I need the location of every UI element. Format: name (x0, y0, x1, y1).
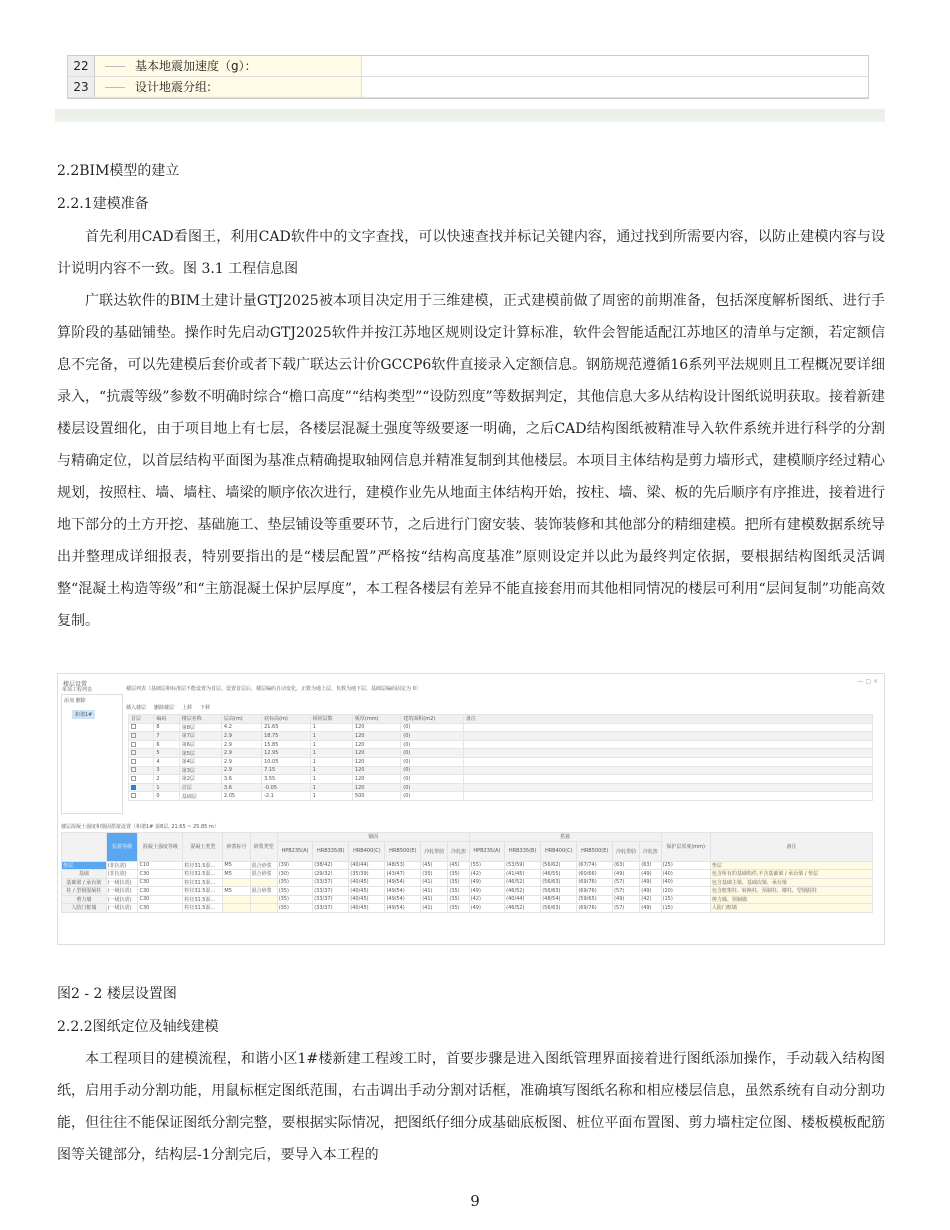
table-cell: 2 (154, 775, 179, 784)
table-cell: (一级抗震) (106, 878, 138, 887)
table-cell: 120 (352, 740, 400, 749)
table-cell: (非抗震) (106, 870, 138, 879)
table-row (62, 870, 873, 879)
table-cell: 混凝土类型 (183, 833, 223, 862)
table-cell (463, 732, 872, 741)
table-cell: HRB400(C) (541, 841, 577, 861)
delete-button[interactable]: 删除 (75, 698, 86, 704)
table-cell: 冷轧带肋 (421, 841, 448, 861)
table-cell: HRB400(C) (349, 841, 385, 861)
table-cell: 柱 / 型钢混凝柱 (62, 887, 107, 896)
figure-caption: 图2 - 2 楼层设置图 (57, 986, 177, 1002)
table-cell: (一级抗震) (106, 895, 138, 904)
table-cell: 2.9 (221, 740, 261, 749)
table-row (129, 749, 873, 758)
insert-floor-button[interactable]: 插入楼层 (126, 705, 147, 711)
table-cell: (35) (277, 904, 313, 913)
table-cell: (46/52) (505, 887, 541, 896)
table-cell: (40) (661, 878, 710, 887)
table-cell: 粒径31.5混... (183, 861, 223, 870)
table-cell: 6 (154, 740, 179, 749)
table-cell: 冷轧扭 (448, 841, 469, 861)
table-cell: (49) (640, 878, 661, 887)
table-cell: C30 (138, 904, 183, 913)
table-cell (463, 749, 872, 758)
first-floor-checkbox[interactable] (131, 742, 136, 747)
table-cell (463, 723, 872, 732)
table-cell: (56/63) (541, 887, 577, 896)
table-cell (129, 749, 154, 758)
table-cell: 基础梁 / 承台梁 (62, 878, 107, 887)
table-cell: (0) (401, 775, 464, 784)
table-cell: (57) (613, 887, 640, 896)
table-cell: (49/54) (385, 887, 421, 896)
table-cell: 120 (352, 775, 400, 784)
table-row (62, 861, 873, 870)
table-cell: (0) (401, 766, 464, 775)
table-cell: (一级抗震) (106, 904, 138, 913)
table-cell (129, 766, 154, 775)
table-cell: 18.75 (262, 732, 311, 741)
table-cell: 第8层 (179, 723, 221, 732)
table-cell: 4.2 (221, 723, 261, 732)
table-cell: (15) (661, 895, 710, 904)
table-cell: (35) (448, 904, 469, 913)
table-cell: 冷轧带肋 (613, 841, 640, 861)
table-cell: 1 (310, 749, 352, 758)
table-cell: (45) (421, 861, 448, 870)
table-cell: (63) (613, 861, 640, 870)
table-cell: 包含所有的基础构件,不含基础梁 / 承台梁 / 垫层 (710, 870, 872, 879)
table-cell: (49/54) (385, 904, 421, 913)
table-cell: 120 (352, 732, 400, 741)
first-floor-checkbox[interactable] (131, 733, 136, 738)
table-cell: (59/65) (577, 895, 613, 904)
table-cell: 楼层名称 (179, 715, 221, 724)
subsection-heading: 2.2.1建模准备 (57, 196, 149, 212)
table-row (129, 783, 873, 792)
table-cell: 2.9 (221, 749, 261, 758)
table-cell: (49) (469, 887, 505, 896)
table-cell: HPB235(A) (469, 841, 505, 861)
table-cell: (40/44) (349, 861, 385, 870)
table-cell: (33/37) (313, 887, 349, 896)
table-cell: 21.65 (262, 723, 311, 732)
table-cell: (41/45) (505, 870, 541, 879)
table-cell: (49) (640, 887, 661, 896)
table-cell: (非抗震) (106, 861, 138, 870)
table-cell: (40/45) (349, 887, 385, 896)
table-cell: 0 (154, 792, 179, 801)
table-cell: (45) (448, 861, 469, 870)
table-cell: 粒径31.5混... (183, 887, 223, 896)
window-title: 楼层设置 (63, 681, 88, 688)
table-cell: (35) (448, 878, 469, 887)
table-cell: 2.9 (221, 757, 261, 766)
table-cell: (40/44) (505, 895, 541, 904)
table-cell: HPB235(A) (277, 841, 313, 861)
table-cell: (29/32) (313, 870, 349, 879)
table-cell: (25) (661, 861, 710, 870)
table-cell: (43/47) (385, 870, 421, 879)
table-cell: (0) (401, 732, 464, 741)
table-cell: 2.05 (221, 792, 261, 801)
table-cell: 3.6 (221, 775, 261, 784)
table-cell: (63) (640, 861, 661, 870)
table-cell: 冷轧扭 (640, 841, 661, 861)
table-cell: 1 (310, 783, 352, 792)
table-cell: 1 (310, 723, 352, 732)
move-down-button[interactable]: 下移 (200, 705, 211, 711)
floor-table (128, 714, 873, 801)
table-cell (129, 732, 154, 741)
table-cell: (69/76) (577, 887, 613, 896)
table-cell: 10.05 (262, 757, 311, 766)
table-cell: 500 (352, 792, 400, 801)
subsection-heading: 2.2.2图纸定位及轴线建模 (57, 1019, 219, 1035)
table-cell: (56/63) (541, 878, 577, 887)
table-cell: 3 (154, 766, 179, 775)
table-cell: 5 (154, 749, 179, 758)
delete-floor-button[interactable]: 删除楼层 (154, 705, 175, 711)
table-cell: 建筑面积(m2) (401, 715, 464, 724)
table-cell: 备注 (463, 715, 872, 724)
table-cell: (0) (401, 740, 464, 749)
page-number: 9 (470, 1192, 480, 1210)
table-cell: 4 (154, 757, 179, 766)
table-cell: HRB500(E) (385, 841, 421, 861)
table-cell: 第2层 (179, 775, 221, 784)
table-cell: (35/39) (349, 870, 385, 879)
add-button[interactable]: 添加 (64, 698, 75, 704)
table-cell: 层高(m) (221, 715, 261, 724)
table-cell: 12.95 (262, 749, 311, 758)
table-cell: (46/52) (505, 878, 541, 887)
table-cell: 搭接 (469, 833, 661, 842)
table-cell: (35) (448, 870, 469, 879)
table-cell: (0) (401, 723, 464, 732)
table-cell: (35) (277, 887, 313, 896)
table-row (62, 895, 873, 904)
paragraph: 本工程项目的建模流程，和谐小区1#楼新建工程竣工时，首要步骤是进入图纸管理界面接着进行图纸添加操作，手动载入结构图纸，启用手动分割功能，用鼠标框定图纸范围，右击调出手动分割对话框，准确填写图纸名称和相应楼层信息，虽然系统有自动分割功能，但往往不能保证图纸分割完整，要根据实际情况，把图纸仔细分成基础底板图、桩位平面布置图、剪力墙柱定位图、楼板模板配筋图等关键部分，结构层-1分割完后，要导入本工程的 (57, 1051, 885, 1163)
table-cell: (49/54) (385, 878, 421, 887)
table-cell: 剪力墙、预制墙 (710, 895, 872, 904)
table-cell: (35) (277, 878, 313, 887)
table-cell: (49/54) (385, 895, 421, 904)
floor-list-hint: 楼层列表（基础层和标准层不能设置为首层。设置首层后，楼层编码自动变化，正数为地上层，负数为地下层，基础层编码固定为 0） (126, 686, 421, 692)
first-floor-checkbox[interactable] (131, 750, 136, 755)
project-item[interactable]: 和谐1# (72, 710, 95, 719)
table-row (62, 878, 873, 887)
first-floor-checkbox[interactable] (131, 759, 136, 764)
table-cell: 3.6 (221, 783, 261, 792)
table-cell: 包含基础主梁、基础次梁、承台梁 (710, 878, 872, 887)
table-row (129, 792, 873, 801)
table-cell (129, 775, 154, 784)
table-cell: 粒径31.5混... (183, 904, 223, 913)
first-floor-checkbox[interactable] (131, 724, 136, 729)
table-cell: 人防门框墙 (710, 904, 872, 913)
table-cell: (40) (661, 870, 710, 879)
table-cell: (38/42) (313, 861, 349, 870)
table-cell: (15) (661, 904, 710, 913)
table-cell: (49) (613, 895, 640, 904)
table-cell: 抗震等级 (106, 833, 138, 862)
table-cell: (39) (277, 861, 313, 870)
table-cell: 1 (310, 757, 352, 766)
table-row: 23 设计地震分组: (68, 77, 868, 98)
table-cell: 基础层 (179, 792, 221, 801)
table-cell: (一级抗震) (106, 887, 138, 896)
table-cell: (49) (613, 870, 640, 879)
table-cell: (0) (401, 749, 464, 758)
table-cell: 7 (154, 732, 179, 741)
table-cell: (49) (640, 904, 661, 913)
table-cell: (41) (421, 904, 448, 913)
table-cell (463, 792, 872, 801)
table-cell: (55) (469, 861, 505, 870)
paragraph: 首先利用CAD看图王，利用CAD软件中的文字查找，可以快速查找并标记关键内容，通过找到所需要内容，以防止建模内容与设计说明内容不一致。图 3.1 工程信息图 (57, 229, 885, 277)
table-cell: 垫层 (62, 861, 107, 870)
table-cell: 保护层厚度(mm) (661, 833, 710, 862)
table-cell: 锚固 (277, 833, 469, 842)
table-cell: (42) (469, 895, 505, 904)
table-cell: (40/45) (349, 895, 385, 904)
table-cell: (40/45) (349, 904, 385, 913)
table-cell: (41) (421, 878, 448, 887)
table-cell: 首层 (129, 715, 154, 724)
table-cell (463, 766, 872, 775)
table-cell: (57) (613, 878, 640, 887)
table-cell: 砂浆类型 (250, 833, 277, 862)
table-cell: (48/54) (541, 895, 577, 904)
table-cell: 1 (310, 732, 352, 741)
table-cell: 8 (154, 723, 179, 732)
table-cell: 第7层 (179, 732, 221, 741)
table-cell: 第3层 (179, 766, 221, 775)
table-cell: 120 (352, 766, 400, 775)
table-cell: (67/74) (577, 861, 613, 870)
table-cell: C10 (138, 861, 183, 870)
table-cell: (35) (277, 895, 313, 904)
table-cell: (0) (401, 757, 464, 766)
table-cell: 第4层 (179, 757, 221, 766)
table-row (129, 740, 873, 749)
first-floor-checkbox[interactable] (131, 776, 136, 781)
table-cell: (49) (469, 878, 505, 887)
table-cell: 2.9 (221, 732, 261, 741)
table-cell: 2.9 (221, 766, 261, 775)
first-floor-checkbox[interactable] (131, 793, 136, 798)
table-cell (463, 757, 872, 766)
table-cell: 混合砂浆 (250, 861, 277, 870)
table-cell: (35) (448, 895, 469, 904)
concrete-table (61, 832, 873, 913)
table-cell: 120 (352, 723, 400, 732)
table-cell: (69/76) (577, 904, 613, 913)
table-cell: C30 (138, 887, 183, 896)
table-cell: 1 (310, 740, 352, 749)
table-row (62, 904, 873, 913)
table-cell: 粒径31.5混... (183, 870, 223, 879)
table-cell: (48/53) (385, 861, 421, 870)
table-row (129, 766, 873, 775)
table-cell: 砂浆标号 (223, 833, 250, 862)
table-cell: HRB335(B) (505, 841, 541, 861)
table-cell: 混合砂浆 (250, 870, 277, 879)
table-cell: (46/55) (541, 870, 577, 879)
table-cell: 1 (310, 766, 352, 775)
table-cell: 混合砂浆 (250, 887, 277, 896)
table-cell: (41) (421, 895, 448, 904)
section-heading: 2.2BIM模型的建立 (57, 163, 180, 179)
table-cell: 基础 (62, 870, 107, 879)
table-cell: (33/37) (313, 904, 349, 913)
table-cell: 120 (352, 783, 400, 792)
table-cell: M5 (223, 870, 250, 879)
move-up-button[interactable]: 上移 (182, 705, 193, 711)
table-cell: 板厚(mm) (352, 715, 400, 724)
table-cell: C30 (138, 895, 183, 904)
table-cell: 垫层 (710, 861, 872, 870)
table-cell: 1 (310, 775, 352, 784)
table-cell (250, 895, 277, 904)
table-cell: 15.85 (262, 740, 311, 749)
table-cell: C30 (138, 870, 183, 879)
table-header (129, 715, 873, 724)
project-list-panel: 单项工程列表 添加 删除 和谐1# (61, 694, 123, 814)
table-cell: (69/76) (577, 878, 613, 887)
table-cell: (0) (401, 792, 464, 801)
table-row (62, 887, 873, 896)
table-cell: (33/37) (313, 878, 349, 887)
table-cell: (33/37) (313, 895, 349, 904)
table-cell: -0.05 (262, 783, 311, 792)
table-cell: (56/62) (541, 861, 577, 870)
table-cell: (35) (448, 887, 469, 896)
table-cell (463, 783, 872, 792)
table-cell (62, 833, 107, 862)
table-cell: 120 (352, 749, 400, 758)
table-cell: HRB335(B) (313, 841, 349, 861)
floor-toolbar (126, 704, 210, 711)
table-cell: (57) (613, 904, 640, 913)
table-cell: 编码 (154, 715, 179, 724)
floor-settings-screenshot (57, 673, 885, 945)
table-cell: 3.55 (262, 775, 311, 784)
table-cell: 首层 (179, 783, 221, 792)
table-cell: 粒径31.5混... (183, 878, 223, 887)
table-cell: (0) (401, 783, 464, 792)
table-cell: 备注 (710, 833, 872, 862)
table-cell: (35) (421, 870, 448, 879)
table-cell: 相同层数 (310, 715, 352, 724)
table-cell: (30) (277, 870, 313, 879)
table-cell: 人防门框墙 (62, 904, 107, 913)
table-cell: (49) (640, 870, 661, 879)
table-cell: (53/59) (505, 861, 541, 870)
table-cell: 第5层 (179, 749, 221, 758)
table-cell: 包含框架柱、转换柱、预制柱、楼柱、型钢混柱 (710, 887, 872, 896)
table-cell: (49) (469, 904, 505, 913)
table-cell: (46/52) (505, 904, 541, 913)
table-cell (223, 895, 250, 904)
table-cell: (42) (640, 895, 661, 904)
table-cell: (40/45) (349, 878, 385, 887)
table-cell (463, 775, 872, 784)
table-cell (129, 723, 154, 732)
table-cell: 剪力墙 (62, 895, 107, 904)
table-cell: 1 (154, 783, 179, 792)
table-cell: (56/63) (541, 904, 577, 913)
table-cell: -2.1 (262, 792, 311, 801)
table-cell: 1 (310, 792, 352, 801)
table-cell: 第6层 (179, 740, 221, 749)
first-floor-checkbox[interactable] (131, 785, 136, 790)
table-cell (129, 783, 154, 792)
table-cell (250, 904, 277, 913)
table-cell: (60/66) (577, 870, 613, 879)
table-cell: M5 (223, 861, 250, 870)
table-cell: C30 (138, 878, 183, 887)
table-cell (129, 740, 154, 749)
table-cell (463, 740, 872, 749)
table-cell: (41) (421, 887, 448, 896)
table-row (129, 723, 873, 732)
table-cell (129, 757, 154, 766)
concrete-caption: 楼层混凝土强度和锚固搭接设置（和谐1# 第8层, 21.65 ~ 25.85 m） (61, 824, 219, 830)
paragraph: 广联达软件的BIM土建计量GTJ2025被本项目决定用于三维建模，正式建模前做了周密的前期准备，包括深度解析图纸、进行手算阶段的基础铺垫。操作时先启动GTJ2025软件并按江苏地区规则设定计算标准，软件会智能适配江苏地区的清单与定额，若定额信息不完备，可以先建模后套价或者下载广联达云计价GCCP6软件直接录入定额信息。钢筋规范遵循16系列平法规则且工程概况要详细录入，“抗震等级”参数不明确时综合“檐口高度”“结构类型”“设防烈度”等数据判定，其他信息大多从结构设计图纸说明获取。接着新建楼层设置细化，由于项目地上有七层，各楼层混凝土强度等级要逐一明确，之后CAD结构图纸被精准导入软件系统并进行科学的分割与精确定位，以首层结构平面图为基准点精确提取轴网信息并精准复制到其他楼层。本项目主体结构是剪力墙形式，建模顺序经过精心规划，按照柱、墙、墙柱、墙梁的顺序依次进行，建模作业先从地面主体结构开始，按柱、墙、梁、板的先后顺序有序推进，接着进行地下部分的土方开挖、基础施工、垫层铺设等重要环节，之后进行门窗安装、装饰装修和其他部分的精细建模。把所有建模数据系统导出并整理成详细报表，特别要指出的是“楼层配置”严格按“结构高度基准”原则设定并以此为最终判定依据，要根据结构图纸灵活调整“混凝土构造等级”和“主筋混凝土保护层厚度”，本工程各楼层有差异不能直接套用而其他相同情况的楼层可利用“层间复制”功能高效复制。 (57, 293, 885, 629)
table-cell: 混凝土强度等级 (138, 833, 183, 862)
table-cell (223, 904, 250, 913)
project-info-figure-fragment (55, 50, 885, 122)
table-cell: 粒径31.5混... (183, 895, 223, 904)
table-cell (129, 792, 154, 801)
table-cell: HRB500(E) (577, 841, 613, 861)
table-row (129, 732, 873, 741)
table-cell: (20) (661, 887, 710, 896)
table-cell: (42) (469, 870, 505, 879)
table-cell: 底标高(m) (262, 715, 311, 724)
table-cell (223, 878, 250, 887)
table-row: 22 基本地震加速度（g）： (68, 56, 868, 77)
first-floor-checkbox[interactable] (131, 767, 136, 772)
table-cell: M5 (223, 887, 250, 896)
table-cell (250, 878, 277, 887)
table-row (129, 757, 873, 766)
table-row (129, 775, 873, 784)
window-controls: — □ × (857, 678, 878, 685)
table-cell: 120 (352, 757, 400, 766)
table-cell: 7.15 (262, 766, 311, 775)
